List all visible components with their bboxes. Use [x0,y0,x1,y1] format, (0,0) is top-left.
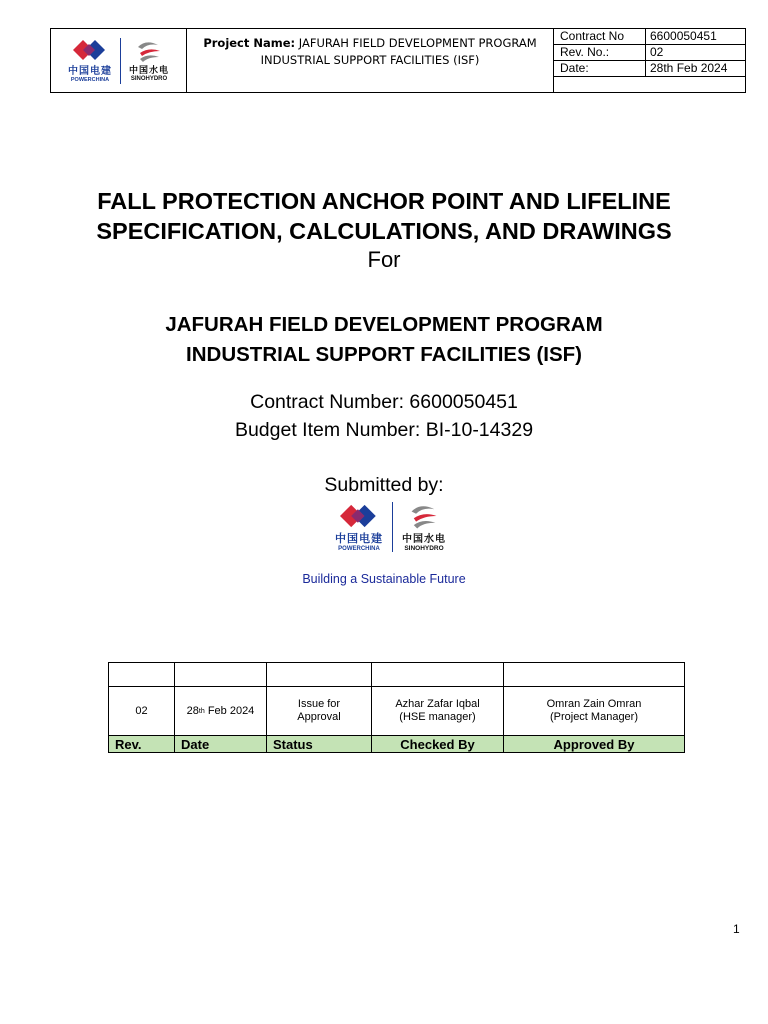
rev-cell: 02 [109,687,175,736]
table-row [109,687,685,736]
project-name-line1: JAFURAH FIELD DEVELOPMENT PROGRAM [298,36,537,50]
project-name-line2: INDUSTRIAL SUPPORT FACILITIES (ISF) [260,53,480,67]
header-date: Date [175,736,267,753]
meta-row-date [554,61,745,77]
sinohydro-en-text: SINOHYDRO [404,545,444,552]
program-line2: INDUSTRIAL SUPPORT FACILITIES (ISF) [186,343,582,366]
meta-key: Date: [554,61,646,76]
contract-number: Contract Number: 6600050451 [250,391,518,413]
header-project-name [187,29,554,92]
table-row-blank [109,663,685,687]
document-title [0,186,768,246]
meta-row-rev [554,45,745,61]
title-for: For [367,247,401,272]
date-cell: 28th Feb 2024 [175,687,267,736]
title-line1: FALL PROTECTION ANCHOR POINT AND LIFELINE [97,188,671,214]
header-logo-cell [51,29,187,92]
sinohydro-cn-text: 中国水电 [128,65,169,75]
checked-by-cell: Azhar Zafar Iqbal (HSE manager) [372,687,504,736]
powerchina-cn-text: 中国电建 [335,533,383,545]
company-tagline: Building a Sustainable Future [302,572,466,586]
header-checked-by: Checked By [372,736,504,753]
budget-item-number: Budget Item Number: BI-10-14329 [234,419,534,441]
sinohydro-cn-text: 中国水电 [402,534,446,545]
document-header [50,28,746,93]
meta-row-contract [554,29,745,45]
meta-key: Contract No [554,29,646,44]
powerchina-diamond-icon [73,38,107,62]
header-status: Status [267,736,372,753]
meta-row-empty [554,77,745,92]
project-name-label: Project Name: [203,36,296,50]
powerchina-en-text: POWERCHINA [338,546,380,552]
contract-info [0,388,768,444]
status-cell: Issue for Approval [267,687,372,736]
sinohydro-swirl-icon [134,39,164,63]
program-title [0,310,768,370]
meta-key: Rev. No.: [554,45,646,60]
submitted-by-label: Submitted by: [324,474,444,496]
powerchina-en-text: POWERCHINA [70,77,110,83]
powerchina-diamond-icon [340,502,378,530]
header-rev: Rev. [109,736,175,753]
sinohydro-en-text: SINOHYDRO [130,76,168,82]
approved-by-cell: Omran Zain Omran (Project Manager) [504,687,685,736]
logo-divider [120,38,121,84]
revision-table [108,662,685,753]
logo-divider [392,502,393,552]
page-number: 1 [733,922,740,936]
powerchina-cn-text: 中国电建 [67,66,112,77]
header-approved-by: Approved By [504,736,685,753]
meta-value: 02 [650,45,664,59]
table-header-row [109,736,685,753]
title-line2: SPECIFICATION, CALCULATIONS, AND DRAWINGS [96,218,672,244]
meta-value: 28th Feb 2024 [650,61,728,75]
program-line1: JAFURAH FIELD DEVELOPMENT PROGRAM [165,313,603,336]
powerchina-sinohydro-logo [68,38,169,84]
header-meta-table [554,29,745,92]
meta-value: 6600050451 [650,29,717,43]
submitted-by-logo [335,502,446,552]
sinohydro-swirl-icon [407,502,441,530]
